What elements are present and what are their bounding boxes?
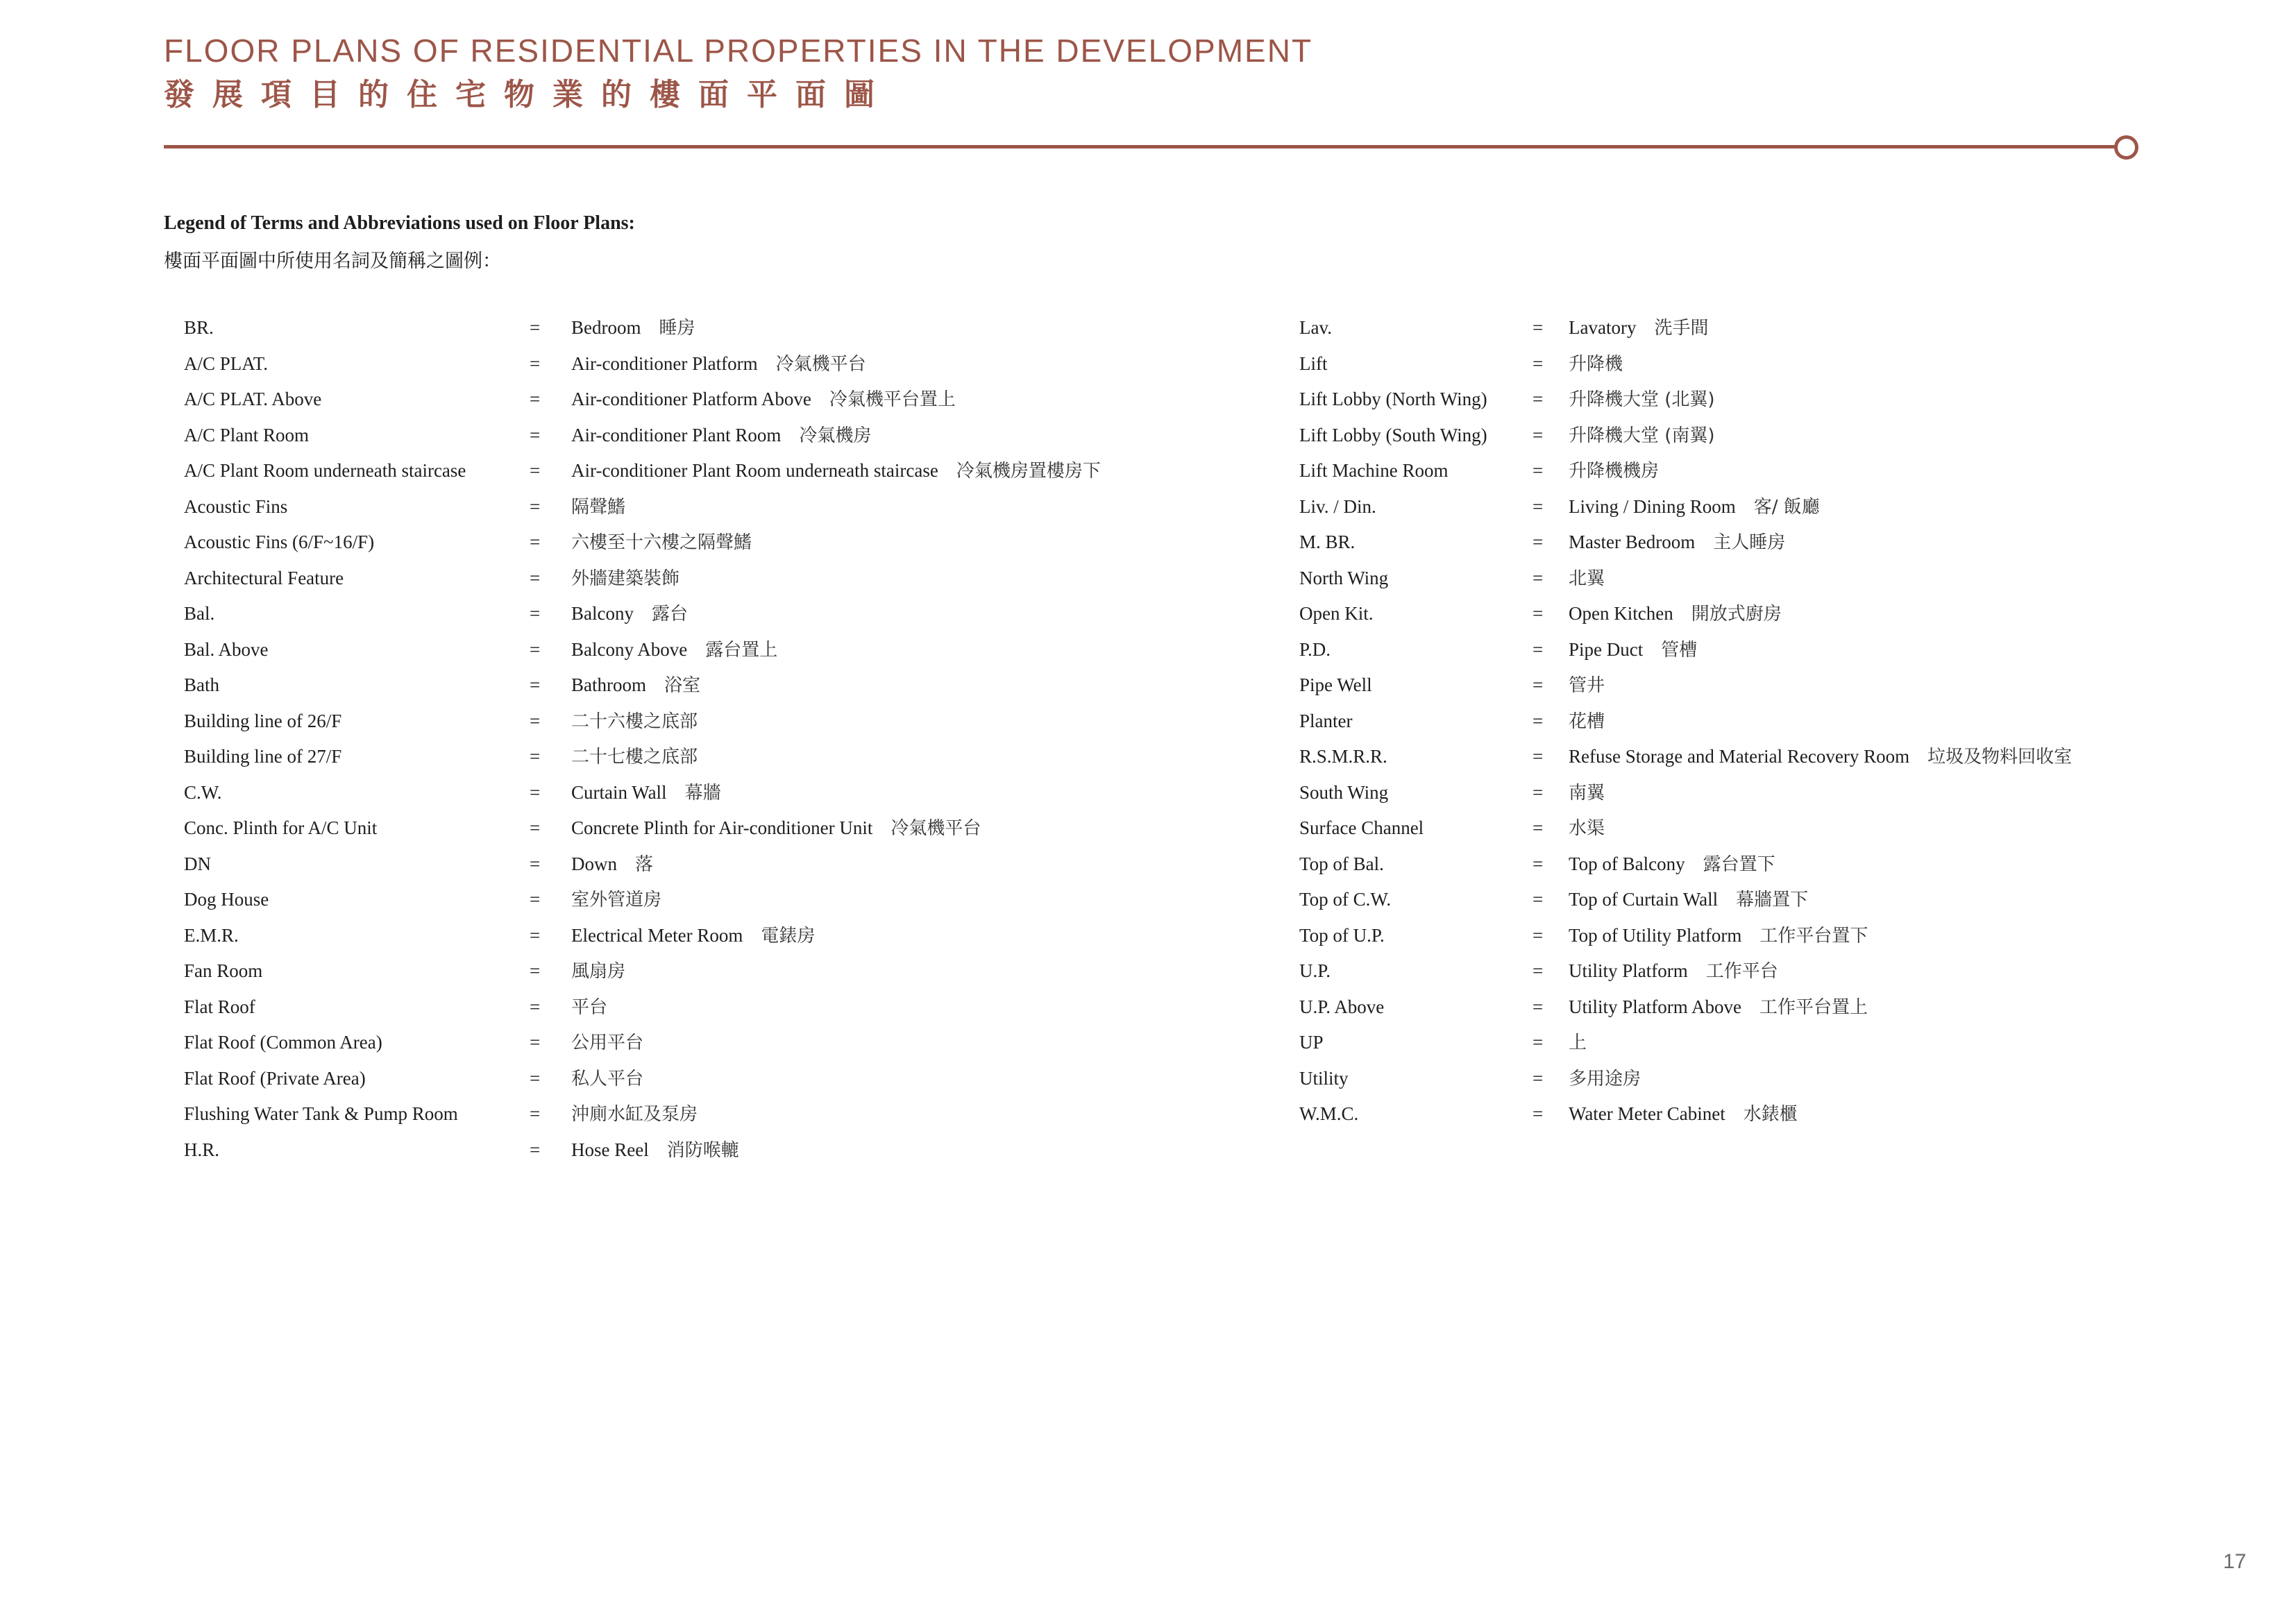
legend-equals-sign: = bbox=[530, 960, 541, 981]
legend-definition bbox=[1569, 885, 1808, 914]
legend-term: R.S.M.R.R. bbox=[1299, 746, 1387, 767]
legend-term: E.M.R. bbox=[184, 924, 239, 946]
legend-definition-en: Hose Reel bbox=[571, 1139, 649, 1160]
legend-equals-sign: = bbox=[530, 567, 541, 588]
legend-definition-zh: 室外管道房 bbox=[571, 890, 662, 910]
legend-equals-sign: = bbox=[1533, 960, 1544, 981]
legend-equals-sign: = bbox=[1533, 317, 1544, 338]
legend-equals-sign: = bbox=[530, 603, 541, 624]
legend-term: UP bbox=[1299, 1032, 1324, 1053]
page-number: 17 bbox=[2223, 1550, 2247, 1573]
legend-definition-zh: 沖廁水缸及泵房 bbox=[571, 1104, 698, 1125]
legend-term: Fan Room bbox=[184, 960, 263, 981]
legend-term: U.P. bbox=[1299, 960, 1331, 981]
legend-equals-sign: = bbox=[1533, 996, 1544, 1017]
legend-term: Conc. Plinth for A/C Unit bbox=[184, 817, 378, 838]
legend-term: Lift Lobby (North Wing) bbox=[1299, 389, 1487, 409]
legend-definition-en: Master Bedroom bbox=[1569, 532, 1696, 552]
legend-term: Lift bbox=[1299, 352, 1328, 374]
legend-equals-sign: = bbox=[1533, 352, 1544, 374]
legend-term: Acoustic Fins bbox=[184, 495, 288, 517]
legend-definition bbox=[1569, 636, 1697, 664]
legend-term: Utility bbox=[1299, 1067, 1349, 1089]
legend-definition bbox=[571, 742, 698, 771]
legend-equals-sign: = bbox=[1533, 1103, 1544, 1124]
legend-definition bbox=[571, 1136, 739, 1164]
legend-definition bbox=[571, 921, 815, 950]
legend-definition-zh: 工作平台置下 bbox=[1759, 925, 1868, 946]
legend-definition-zh: 花槽 bbox=[1569, 711, 1605, 732]
page-title-en: FLOOR PLANS OF RESIDENTIAL PROPERTIES IN THE DEVELOPMENT bbox=[164, 33, 1313, 69]
legend-equals-sign: = bbox=[530, 389, 541, 409]
legend-definition-zh: 二十七樓之底部 bbox=[571, 747, 698, 767]
legend-term: Flushing Water Tank & Pump Room bbox=[184, 1103, 458, 1124]
legend-definition-zh: 主人睡房 bbox=[1713, 532, 1786, 553]
legend-term: H.R. bbox=[184, 1139, 220, 1160]
legend-term: Bal. Above bbox=[184, 638, 269, 660]
legend-equals-sign: = bbox=[530, 317, 541, 338]
legend-definition-zh: 升降機 bbox=[1569, 353, 1623, 375]
legend-equals-sign: = bbox=[1533, 532, 1544, 552]
legend-definition-zh: 洗手間 bbox=[1654, 318, 1709, 339]
legend-term: Pipe Well bbox=[1299, 674, 1372, 695]
header-divider bbox=[164, 145, 2117, 148]
legend-term: U.P. Above bbox=[1299, 996, 1385, 1017]
legend-definition-en: Top of Balcony bbox=[1569, 853, 1685, 874]
legend-definition bbox=[1569, 671, 1605, 699]
legend-definition bbox=[571, 850, 653, 878]
legend-term: Top of C.W. bbox=[1299, 889, 1392, 910]
legend-term: Flat Roof (Common Area) bbox=[184, 1032, 382, 1053]
legend-term: BR. bbox=[184, 317, 214, 338]
legend-definition-zh: 幕牆置下 bbox=[1736, 890, 1809, 910]
legend-equals-sign: = bbox=[1533, 1032, 1544, 1053]
legend-definition-zh: 露台 bbox=[651, 604, 688, 624]
legend-term: P.D. bbox=[1299, 638, 1331, 660]
legend-definition bbox=[571, 528, 752, 556]
legend-term: A/C Plant Room bbox=[184, 424, 310, 445]
legend-term: A/C PLAT. bbox=[184, 352, 269, 374]
legend-definition-zh: 風扇房 bbox=[571, 961, 626, 982]
legend-definition bbox=[1569, 600, 1782, 628]
legend-equals-sign: = bbox=[530, 1139, 541, 1160]
divider-end-circle-icon bbox=[2114, 135, 2138, 160]
legend-definition-zh: 私人平台 bbox=[571, 1068, 644, 1089]
legend-definition bbox=[1569, 564, 1605, 593]
legend-definition bbox=[571, 885, 661, 914]
legend-equals-sign: = bbox=[530, 889, 541, 910]
legend-definition-en: Curtain Wall bbox=[571, 781, 667, 803]
legend-equals-sign: = bbox=[1533, 567, 1544, 588]
legend-equals-sign: = bbox=[530, 1032, 541, 1053]
legend-equals-sign: = bbox=[1533, 603, 1544, 624]
legend-definition-en: Lavatory bbox=[1569, 317, 1637, 338]
legend-definition-zh: 二十六樓之底部 bbox=[571, 711, 698, 732]
legend-equals-sign: = bbox=[1533, 1067, 1544, 1089]
legend-definition-zh: 升降機機房 bbox=[1569, 461, 1660, 482]
legend-definition bbox=[1569, 421, 1715, 450]
legend-equals-sign: = bbox=[530, 674, 541, 695]
legend-equals-sign: = bbox=[530, 1067, 541, 1089]
legend-definition-zh: 北翼 bbox=[1569, 568, 1605, 589]
legend-definition bbox=[1569, 707, 1605, 736]
legend-term: Surface Channel bbox=[1299, 817, 1424, 838]
legend-equals-sign: = bbox=[1533, 817, 1544, 838]
legend-term: DN bbox=[184, 853, 211, 874]
legend-definition bbox=[1569, 350, 1623, 378]
legend-definition-zh: 落 bbox=[635, 853, 654, 875]
legend-definition bbox=[571, 707, 698, 736]
legend-definition-en: Bedroom bbox=[571, 317, 641, 338]
legend-definition-en: Balcony Above bbox=[571, 638, 688, 660]
legend-equals-sign: = bbox=[1533, 889, 1544, 910]
legend-definition-en: Concrete Plinth for Air-conditioner Unit bbox=[571, 817, 873, 838]
legend-definition bbox=[1569, 457, 1659, 485]
legend-equals-sign: = bbox=[530, 638, 541, 660]
legend-term: Flat Roof bbox=[184, 996, 255, 1017]
legend-definition bbox=[1569, 779, 1605, 807]
legend-definition-zh: 南翼 bbox=[1569, 782, 1605, 804]
legend-equals-sign: = bbox=[530, 781, 541, 803]
legend-definition-en: Refuse Storage and Material Recovery Room bbox=[1569, 746, 1910, 767]
legend-equals-sign: = bbox=[530, 1103, 541, 1124]
legend-definition bbox=[1569, 742, 2072, 771]
legend-definition-zh: 水渠 bbox=[1569, 818, 1605, 839]
legend-equals-sign: = bbox=[530, 424, 541, 445]
legend-term: A/C PLAT. Above bbox=[184, 389, 322, 409]
legend-equals-sign: = bbox=[530, 746, 541, 767]
legend-definition bbox=[1569, 993, 1868, 1021]
legend-definition-zh: 露台置上 bbox=[705, 639, 778, 661]
legend-definition-zh: 公用平台 bbox=[571, 1033, 644, 1053]
legend-term: Architectural Feature bbox=[184, 567, 344, 588]
legend-definition-zh: 管井 bbox=[1569, 675, 1605, 696]
legend-equals-sign: = bbox=[530, 532, 541, 552]
legend-definition-zh: 浴室 bbox=[664, 675, 701, 696]
legend-definition-en: Open Kitchen bbox=[1569, 603, 1673, 624]
legend-definition-zh: 開放式廚房 bbox=[1691, 604, 1782, 624]
legend-definition-en: Living / Dining Room bbox=[1569, 495, 1736, 517]
legend-definition bbox=[1569, 493, 1820, 521]
legend-definition bbox=[1569, 528, 1785, 556]
legend-term: Open Kit. bbox=[1299, 603, 1374, 624]
legend-definition-zh: 多用途房 bbox=[1569, 1068, 1641, 1089]
legend-definition bbox=[571, 779, 721, 807]
legend-title-en: Legend of Terms and Abbreviations used on Floor Plans: bbox=[164, 212, 635, 234]
legend-equals-sign: = bbox=[1533, 495, 1544, 517]
legend-definition bbox=[571, 564, 679, 593]
legend-equals-sign: = bbox=[530, 710, 541, 731]
legend-definition-zh: 工作平台置上 bbox=[1759, 996, 1868, 1018]
legend-definition-en: Pipe Duct bbox=[1569, 638, 1644, 660]
legend-definition-zh: 睡房 bbox=[659, 318, 695, 339]
legend-definition bbox=[1569, 921, 1868, 950]
legend-definition-zh: 升降機大堂 (南翼) bbox=[1569, 425, 1715, 446]
legend-equals-sign: = bbox=[1533, 389, 1544, 409]
legend-definition-en: Utility Platform bbox=[1569, 960, 1688, 981]
legend-definition bbox=[571, 671, 700, 699]
legend-term: A/C Plant Room underneath staircase bbox=[184, 460, 466, 481]
legend-term: Bal. bbox=[184, 603, 215, 624]
legend-definition-zh: 冷氣機平台置上 bbox=[829, 389, 956, 410]
page-title-zh: 發展項目的住宅物業的樓面平面圖 bbox=[164, 77, 893, 112]
legend-definition bbox=[1569, 314, 1708, 342]
legend-definition-zh: 六樓至十六樓之隔聲鰭 bbox=[571, 532, 752, 553]
legend-equals-sign: = bbox=[1533, 781, 1544, 803]
legend-definition-zh: 電錶房 bbox=[761, 925, 816, 946]
legend-definition-en: Air-conditioner Platform Above bbox=[571, 389, 811, 409]
legend-term: W.M.C. bbox=[1299, 1103, 1359, 1124]
legend-definition bbox=[571, 957, 625, 985]
legend-equals-sign: = bbox=[1533, 424, 1544, 445]
legend-definition-zh: 平台 bbox=[571, 996, 608, 1018]
legend-definition-en: Electrical Meter Room bbox=[571, 924, 743, 946]
legend-definition bbox=[571, 457, 1101, 485]
legend-definition-en: Top of Curtain Wall bbox=[1569, 889, 1719, 910]
legend-definition bbox=[571, 993, 607, 1021]
legend-equals-sign: = bbox=[530, 352, 541, 374]
legend-term: C.W. bbox=[184, 781, 222, 803]
legend-term: Lav. bbox=[1299, 317, 1332, 338]
legend-equals-sign: = bbox=[1533, 460, 1544, 481]
legend-term: South Wing bbox=[1299, 781, 1389, 803]
legend-definition-zh: 升降機大堂 (北翼) bbox=[1569, 389, 1715, 410]
legend-equals-sign: = bbox=[1533, 674, 1544, 695]
legend-definition-zh: 冷氣機平台 bbox=[775, 353, 866, 375]
legend-term: M. BR. bbox=[1299, 532, 1356, 552]
legend-definition-zh: 露台置下 bbox=[1703, 853, 1775, 875]
legend-definition bbox=[571, 636, 777, 664]
legend-definition-zh: 消防喉轆 bbox=[666, 1139, 739, 1161]
legend-definition bbox=[571, 814, 981, 842]
legend-equals-sign: = bbox=[1533, 638, 1544, 660]
legend-definition bbox=[571, 1100, 698, 1128]
legend-equals-sign: = bbox=[530, 495, 541, 517]
legend-definition bbox=[571, 385, 956, 414]
legend-definition-zh: 隔聲鰭 bbox=[571, 496, 626, 518]
legend-definition-zh: 上 bbox=[1569, 1033, 1587, 1053]
legend-definition-en: Water Meter Cabinet bbox=[1569, 1103, 1725, 1124]
legend-equals-sign: = bbox=[1533, 710, 1544, 731]
legend-definition-zh: 冷氣機房 bbox=[799, 425, 872, 446]
legend-definition bbox=[1569, 1100, 1798, 1128]
legend-definition-en: Bathroom bbox=[571, 674, 646, 695]
legend-term: Flat Roof (Private Area) bbox=[184, 1067, 366, 1089]
legend-term: Planter bbox=[1299, 710, 1353, 731]
legend-definition-zh: 幕牆 bbox=[684, 782, 721, 804]
legend-equals-sign: = bbox=[530, 817, 541, 838]
legend-definition-zh: 工作平台 bbox=[1705, 961, 1778, 982]
legend-definition-en: Air-conditioner Plant Room bbox=[571, 424, 782, 445]
legend-term: Bath bbox=[184, 674, 219, 695]
legend-definition bbox=[1569, 1064, 1641, 1093]
legend-definition bbox=[571, 314, 695, 342]
legend-term: Liv. / Din. bbox=[1299, 495, 1376, 517]
legend-title-zh: 樓面平面圖中所使用名詞及簡稱之圖例： bbox=[164, 250, 501, 272]
legend-definition bbox=[1569, 814, 1605, 842]
legend-definition bbox=[1569, 957, 1778, 985]
legend-term: Building line of 26/F bbox=[184, 710, 342, 731]
legend-definition bbox=[1569, 385, 1715, 414]
legend-definition bbox=[571, 350, 866, 378]
legend-definition-zh: 冷氣機平台 bbox=[890, 818, 981, 839]
legend-term: Top of U.P. bbox=[1299, 924, 1385, 946]
legend-definition bbox=[571, 1064, 643, 1093]
legend-term: Building line of 27/F bbox=[184, 746, 342, 767]
legend-definition-zh: 管槽 bbox=[1661, 639, 1698, 661]
legend-equals-sign: = bbox=[530, 460, 541, 481]
legend-definition-en: Utility Platform Above bbox=[1569, 996, 1741, 1017]
legend-term: Acoustic Fins (6/F~16/F) bbox=[184, 532, 375, 552]
legend-definition-en: Air-conditioner Plant Room underneath staircase bbox=[571, 460, 938, 481]
legend-definition bbox=[1569, 1028, 1587, 1057]
legend-equals-sign: = bbox=[530, 853, 541, 874]
legend-definition-zh: 水錶櫃 bbox=[1743, 1104, 1798, 1125]
legend-definition-en: Air-conditioner Platform bbox=[571, 352, 758, 374]
legend-equals-sign: = bbox=[1533, 746, 1544, 767]
legend-term: Dog House bbox=[184, 889, 269, 910]
legend-definition-en: Top of Utility Platform bbox=[1569, 924, 1742, 946]
legend-definition-zh: 外牆建築裝飾 bbox=[571, 568, 680, 589]
legend-definition-zh: 客/ 飯廳 bbox=[1753, 496, 1820, 518]
legend-term: Lift Lobby (South Wing) bbox=[1299, 424, 1487, 445]
legend-definition bbox=[571, 493, 625, 521]
legend-definition-en: Balcony bbox=[571, 603, 634, 624]
legend-equals-sign: = bbox=[1533, 853, 1544, 874]
legend-term: Top of Bal. bbox=[1299, 853, 1384, 874]
legend-equals-sign: = bbox=[1533, 924, 1544, 946]
legend-definition bbox=[571, 600, 688, 628]
legend-term: North Wing bbox=[1299, 567, 1389, 588]
legend-definition-zh: 垃圾及物料回收室 bbox=[1927, 747, 2073, 767]
legend-equals-sign: = bbox=[530, 996, 541, 1017]
legend-definition-zh: 冷氣機房置樓房下 bbox=[956, 461, 1101, 482]
legend-term: Lift Machine Room bbox=[1299, 460, 1449, 481]
legend-definition bbox=[571, 421, 871, 450]
legend-definition bbox=[1569, 850, 1775, 878]
legend-definition bbox=[571, 1028, 643, 1057]
legend-definition-en: Down bbox=[571, 853, 617, 874]
legend-equals-sign: = bbox=[530, 924, 541, 946]
